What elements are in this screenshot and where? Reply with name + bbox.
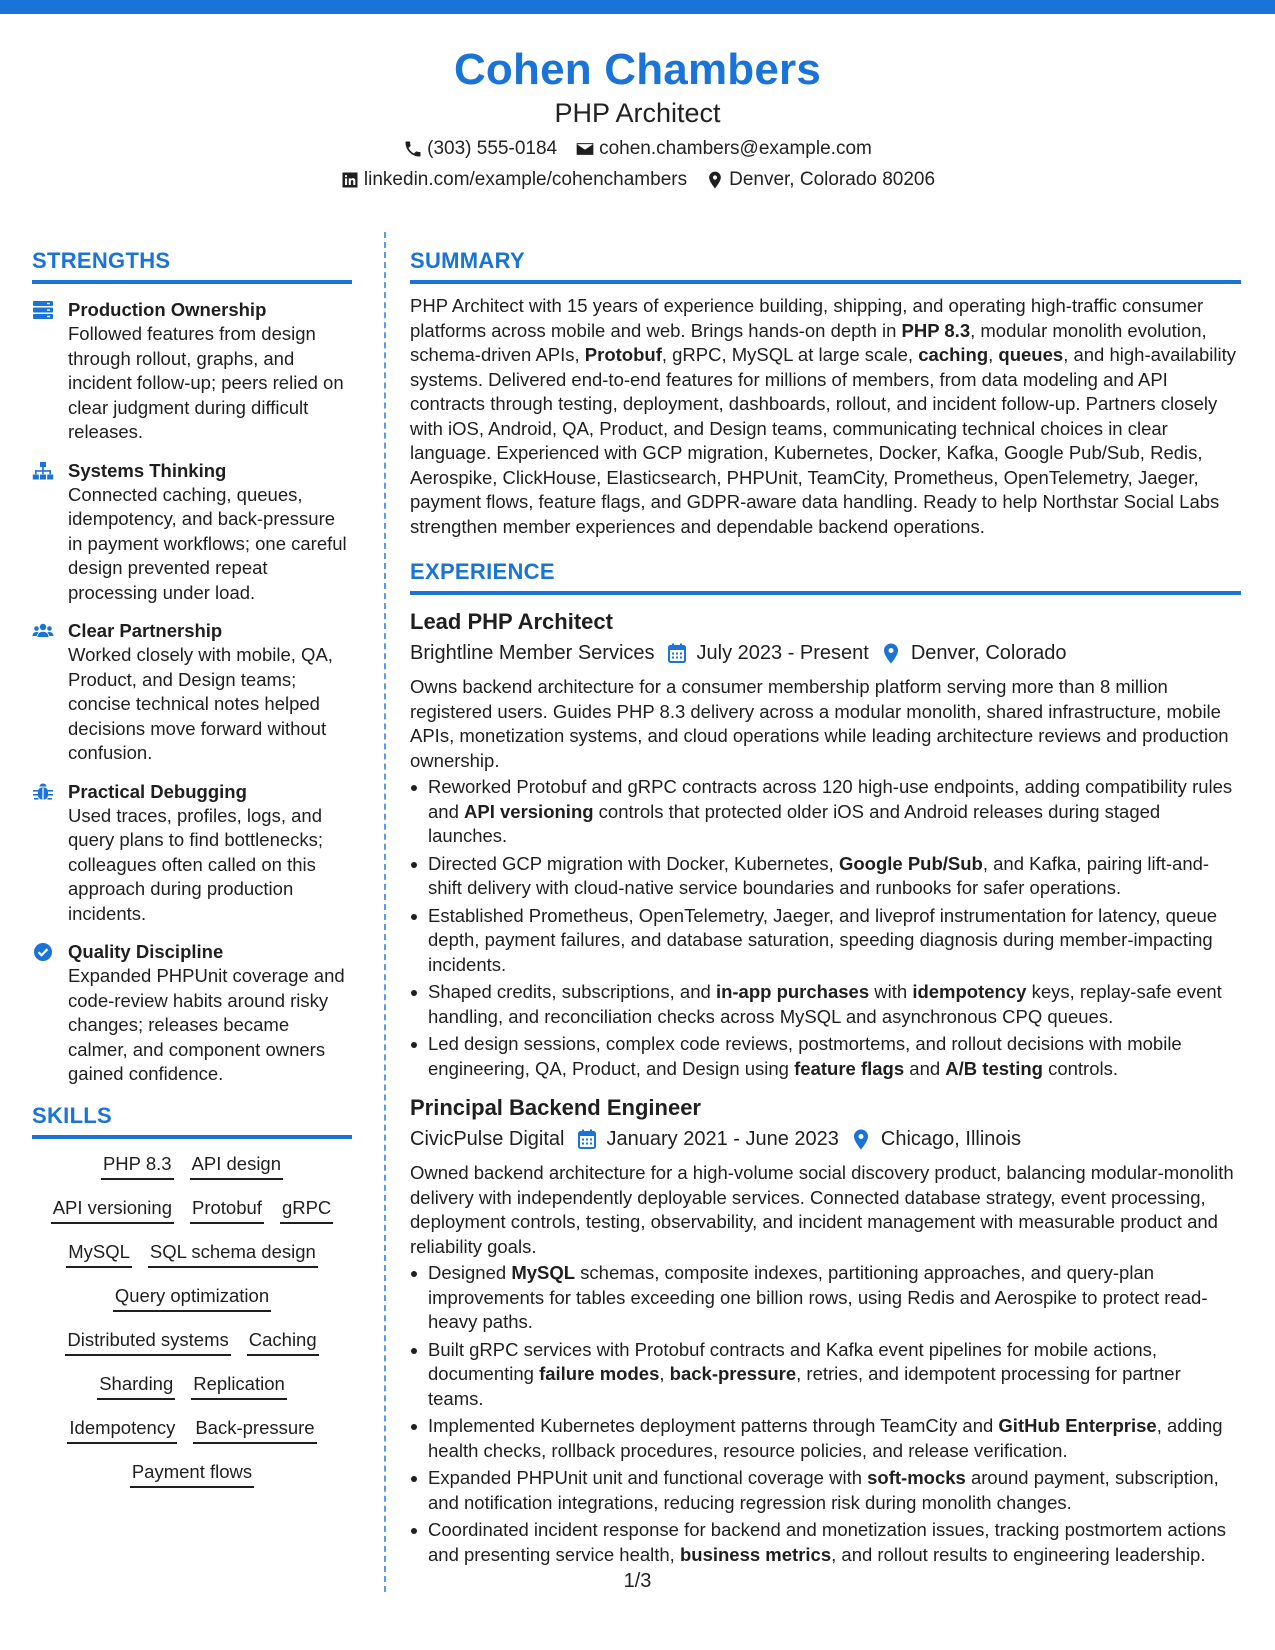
skill-tag: Idempotency [67, 1415, 177, 1444]
skills-heading: SKILLS [32, 1101, 352, 1139]
skill-row [32, 1415, 352, 1444]
bullet-item: Expanded PHPUnit unit and functional coverage with soft-mocks around payment, subscription, and notification integrations, reducing regression risk during monolith changes. [410, 1466, 1241, 1515]
top-accent-bar [0, 0, 1275, 14]
page-number: 1/3 [623, 1570, 652, 1592]
strengths-list [32, 298, 352, 1087]
left-column [32, 246, 352, 1503]
skill-tag: Sharding [97, 1371, 175, 1400]
job-title: Lead PHP Architect [410, 609, 613, 634]
map-pin-icon [881, 643, 901, 664]
skill-row [32, 1283, 352, 1312]
bullet-item: Shaped credits, subscriptions, and in-app purchases with idempotency keys, replay-safe event handling, and reconciliation checks across MySQL and asynchronous CPQ queues. [410, 980, 1241, 1029]
skill-tag: Distributed systems [65, 1327, 230, 1356]
bug-icon [32, 780, 54, 927]
phone-contact [403, 136, 557, 162]
strengths-heading: STRENGTHS [32, 246, 352, 284]
skill-tag: Query optimization [113, 1283, 271, 1312]
strength-item [32, 298, 352, 445]
envelope-icon [575, 139, 595, 159]
bullet-item: Designed MySQL schemas, composite indexes, partitioning approaches, and query-plan improvements for tables exceeding one billion rows, using Redis and Aerospike to protect read-heavy paths. [410, 1261, 1241, 1335]
strength-title: Clear Partnership [68, 620, 223, 641]
skills-list [32, 1151, 352, 1488]
summary-text: PHP Architect with 15 years of experience building, shipping, and operating high-traffic consumer platforms across mobile and web. Brings hands-on depth in PHP 8.3, modular monolith evolution, schema-driven APIs, Protobuf, gRPC, MySQL at large scale, caching, queues, and high-availability systems. Delivered end-to-end features for millions of members, from data modeling and API contracts through testing, deployment, dashboards, rollout, and incident follow-up. Partners closely with iOS, Android, QA, Product, and Design teams, communicating technical choices in clear language. Experienced with GCP migration, Kubernetes, Docker, Kafka, Google Pub/Sub, Redis, Aerospike, ClickHouse, Elasticsearch, PHPUnit, TeamCity, Prometheus, OpenTelemetry, Jaeger, payment flows, feature flags, and GDPR-aware data handling. Ready to help Northstar Social Labs strengthen member experiences and dependable backend operations. [410, 295, 1236, 537]
job-company: CivicPulse Digital [410, 1128, 565, 1150]
email-contact[interactable] [575, 136, 872, 162]
candidate-title: PHP Architect [554, 98, 721, 128]
map-pin-icon [851, 1129, 871, 1150]
job-entry [410, 1093, 1241, 1567]
skill-row [32, 1239, 352, 1268]
contact-row-1 [0, 136, 1275, 162]
skill-tag: Back-pressure [193, 1415, 316, 1444]
location-contact [705, 167, 935, 193]
calendar-icon [577, 1129, 597, 1150]
skills-section [32, 1101, 352, 1488]
skill-row [32, 1327, 352, 1356]
job-location: Denver, Colorado [910, 642, 1067, 664]
job-dates: January 2021 - June 2023 [606, 1128, 839, 1150]
skill-row [32, 1195, 352, 1224]
candidate-name: Cohen Chambers [453, 45, 822, 94]
experience-section [410, 557, 1241, 1567]
strength-item [32, 619, 352, 766]
location-text: Denver, Colorado 80206 [729, 169, 936, 190]
job-title: Principal Backend Engineer [410, 1095, 701, 1120]
skill-tag: API design [190, 1151, 283, 1180]
job-meta [410, 639, 1241, 667]
strength-desc: Expanded PHPUnit coverage and code-review habits around risky changes; releases became calmer, and component owners gained confidence. [68, 965, 345, 1084]
skill-tag: MySQL [66, 1239, 132, 1268]
strength-item [32, 459, 352, 606]
bullet-item: Directed GCP migration with Docker, Kubernetes, Google Pub/Sub, and Kafka, pairing lift-and-shift delivery with cloud-native service boundaries and runbooks for safer operations. [410, 852, 1241, 901]
email-text[interactable]: cohen.chambers@example.com [599, 138, 872, 159]
skill-tag: gRPC [280, 1195, 333, 1224]
strength-desc: Connected caching, queues, idempotency, and back-pressure in payment workflows; one careful design prevented repeat processing under load. [68, 483, 347, 603]
strength-item [32, 780, 352, 927]
strengths-section [32, 246, 352, 1087]
skill-tag: Protobuf [190, 1195, 264, 1224]
calendar-icon [667, 643, 687, 664]
strength-desc: Worked closely with mobile, QA, Product, and Design teams; concise technical notes helped decisions move forward without confusion. [68, 644, 333, 763]
summary-heading: SUMMARY [410, 246, 1241, 284]
job-bullets [410, 775, 1241, 1081]
phone-text: (303) 555-0184 [427, 138, 558, 159]
skill-tag: Replication [191, 1371, 287, 1400]
job-meta [410, 1125, 1241, 1153]
skill-row [32, 1151, 352, 1180]
column-divider [384, 232, 386, 1592]
job-company: Brightline Member Services [410, 642, 655, 664]
job-description: Owns backend architecture for a consumer membership platform serving more than 8 million registered users. Guides PHP 8.3 delivery across a modular monolith, shared infrastructure, mobile APIs, monetization systems, and cloud operations while leading architecture reviews and production ownership. [410, 676, 1229, 771]
strength-title: Practical Debugging [68, 780, 247, 802]
check-circle-icon [32, 940, 54, 1087]
strength-item [32, 940, 352, 1087]
strength-title: Quality Discipline [68, 941, 224, 962]
job-bullets [410, 1261, 1241, 1567]
phone-icon [403, 139, 423, 159]
linkedin-icon [340, 170, 360, 190]
contact-row-2 [0, 167, 1275, 193]
job-entry [410, 607, 1241, 1081]
bullet-item: Established Prometheus, OpenTelemetry, Jaeger, and liveprof instrumentation for latency, queue depth, payment failures, and database saturation, speeding diagnosis during member-impacting incidents. [410, 904, 1241, 978]
map-pin-icon [705, 170, 725, 190]
strength-desc: Used traces, profiles, logs, and query plans to find bottlenecks; colleagues often called on this approach during production incidents. [68, 804, 324, 924]
skill-row [32, 1459, 352, 1488]
bullet-item: Built gRPC services with Protobuf contracts and Kafka event pipelines for mobile actions, documenting failure modes, back-pressure, retries, and idempotent processing for partner teams. [410, 1338, 1241, 1412]
linkedin-contact[interactable] [340, 167, 687, 193]
skill-tag: SQL schema design [148, 1239, 318, 1268]
skill-tag: Caching [247, 1327, 319, 1356]
skill-tag: PHP 8.3 [101, 1151, 174, 1180]
users-icon [32, 619, 54, 766]
strength-title: Systems Thinking [68, 459, 227, 481]
skill-tag: API versioning [51, 1195, 174, 1224]
server-icon [32, 298, 54, 445]
bullet-item: Implemented Kubernetes deployment patterns through TeamCity and GitHub Enterprise, adding health checks, rollback procedures, resource policies, and release verification. [410, 1414, 1241, 1463]
resume-header [0, 44, 1275, 193]
bullet-item: Coordinated incident response for backend and monetization issues, tracking postmortem actions and presenting service health, business metrics, and rollout results to engineering leadership. [410, 1518, 1241, 1567]
strength-title: Production Ownership [68, 299, 267, 320]
summary-section [410, 246, 1241, 539]
bullet-item: Reworked Protobuf and gRPC contracts across 120 high-use endpoints, adding compatibility rules and API versioning controls that protected older iOS and Android releases during staged launches. [410, 775, 1241, 849]
skill-row [32, 1371, 352, 1400]
bullet-item: Led design sessions, complex code reviews, postmortems, and rollout decisions with mobile engineering, QA, Product, and Design using feature flags and A/B testing controls. [410, 1032, 1241, 1081]
skill-tag: Payment flows [130, 1459, 254, 1488]
right-column [410, 246, 1241, 1570]
job-location: Chicago, Illinois [880, 1128, 1021, 1150]
linkedin-text[interactable]: linkedin.com/example/cohenchambers [363, 169, 688, 190]
job-dates: July 2023 - Present [696, 642, 869, 664]
sitemap-icon [32, 459, 54, 606]
experience-heading: EXPERIENCE [410, 557, 1241, 595]
job-description: Owned backend architecture for a high-volume social discovery product, balancing modular-monolith delivery with independently deployable services. Connected database strategy, event processing, deployment controls, testing, observability, and incident management with measurable product and reliability goals. [410, 1162, 1234, 1257]
strength-desc: Followed features from design through rollout, graphs, and incident follow-up; peers relied on clear judgment during difficult releases. [68, 323, 344, 442]
